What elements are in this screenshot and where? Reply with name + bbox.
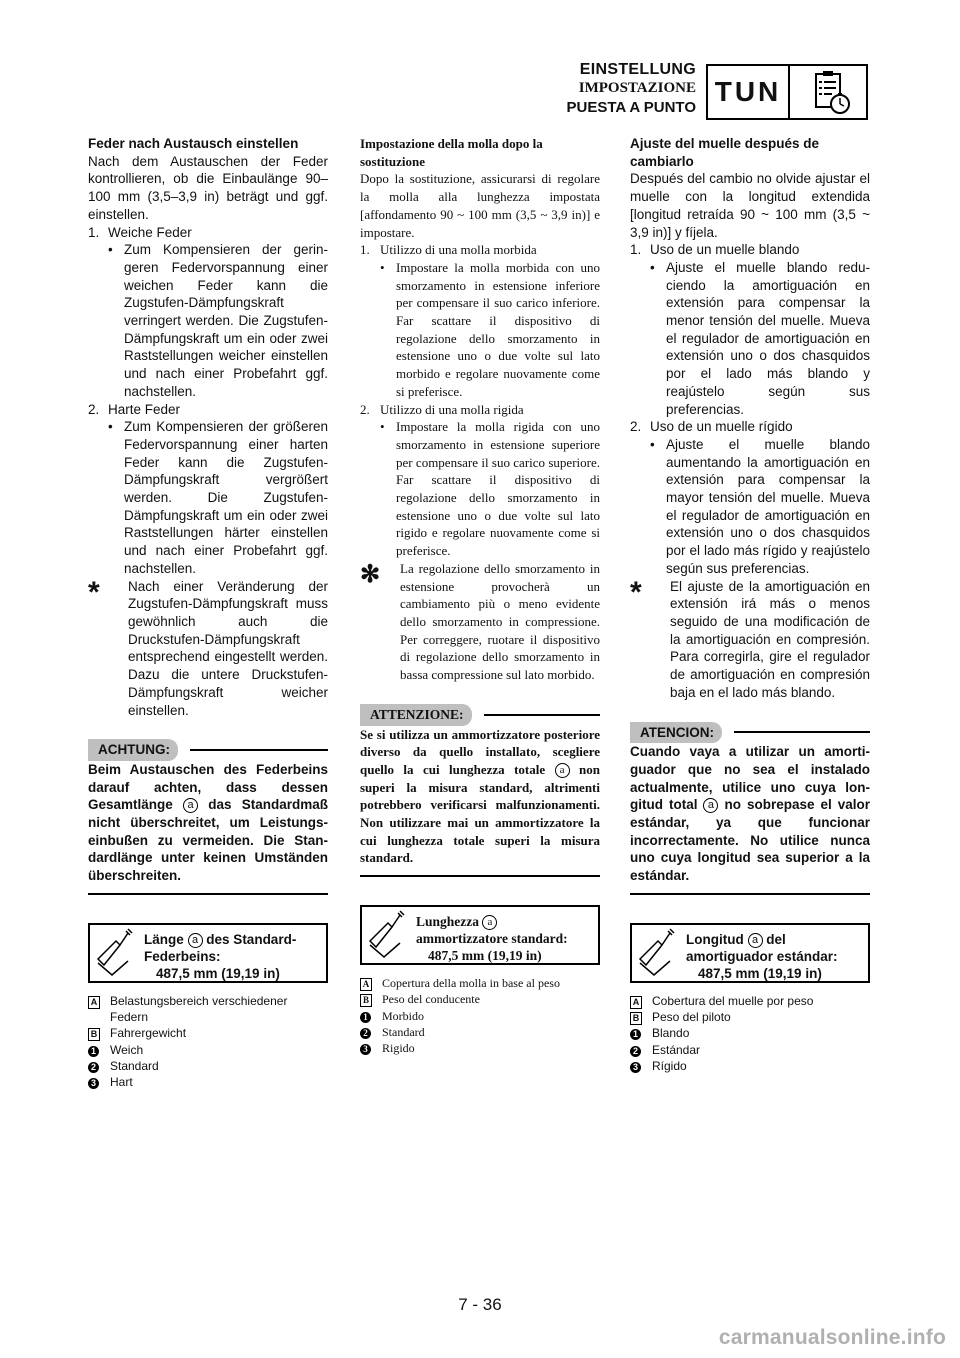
legend-key: B [360,994,372,1007]
wrench-icon [632,925,684,981]
legend-item [88,1042,328,1058]
header-title-es: PUESTA A PUNTO [566,99,696,116]
figure-legend [88,993,328,1091]
list-title: Uso de un muelle blando [650,242,800,258]
list-item [630,418,870,436]
bullet-item [88,418,328,577]
spec-tool-icon [90,925,144,981]
wrench-icon [362,907,414,963]
legend-text: Standard [382,1025,425,1040]
section-heading: Impostazione della molla dopo la sostituzione [360,136,543,169]
bullet-item [360,418,600,560]
spec-value: 487,5 mm (19,19 in) [428,948,542,964]
header-title-it: IMPOSTAZIONE [578,80,696,96]
warning-text-part: Beim Austauschen des Federbeins darauf achten, dass dessen Gesamtlänge [88,761,328,813]
column-italian [360,135,600,1057]
section-code: TUN [714,76,782,107]
legend-item [88,1025,328,1041]
spec-label-part: Longitud [686,931,744,947]
bullet-marker: • [650,436,655,452]
list-number: 1. [630,242,642,258]
legend-text: Rígido [652,1059,687,1074]
warning-header [630,722,870,744]
list-item [88,401,328,419]
legend-item [88,1074,328,1090]
legend-key: 3 [630,1062,641,1073]
legend-key: 3 [360,1044,371,1055]
bullet-text: Ajuste el muelle blando reduciendo la amortiguación en extensión para compensar la menor tensión del muelle. Mueva el regulador de amortiguación en extensión uno o dos chasquidos por el lado más blando y reajústelo según sus preferencias. [666,259,870,417]
legend-item [360,975,600,991]
callout-a-icon: a [183,798,198,813]
legend-key: B [630,1012,642,1025]
list-title: Weiche Feder [108,224,192,240]
bullet-marker: • [108,242,113,258]
bullet-text: Zum Kompensieren der geringeren Federvorspannung einer weichen Feder kann die Zugstufen-Dämpfungskraft verringert werden. Die Zugstufen-Dämpfungskraft um ein oder zwei Raststellungen weicher einstellen und nach einer Probefahrt ggf. nachstellen. [124,242,328,399]
callout-a-icon: a [482,915,497,930]
section-heading: Feder nach Austausch einstellen [88,136,299,151]
legend-key: A [360,978,372,991]
warning-header [360,704,600,726]
legend-item [360,1040,600,1056]
bullet-text: Zum Kompensieren der größeren Federvorspannung einer harten Feder kann die Zugstufen-Dämpfungskraft vergrößert werden. Die Zugstufen-Dämpfungskraft um ein oder zwei Raststellungen härter einstellen und nach einer Probefahrt ggf. nachstellen. [124,419,328,576]
legend-text: Morbido [382,1008,424,1023]
page-number: 7 - 36 [458,1295,502,1314]
legend-item [360,1024,600,1040]
list-number: 1. [360,242,370,258]
spec-label [144,931,326,948]
spec-label [686,931,868,948]
bullet-item [630,436,870,578]
callout-a-icon: a [188,933,203,948]
note-block [360,560,600,684]
callout-a-icon: a [555,763,570,778]
legend-text: Fahrergewicht [110,1026,187,1041]
warning-bottom-rule [360,875,600,877]
callout-a-icon: a [748,933,763,948]
warning-label: ACHTUNG: [88,739,178,761]
legend-key: 2 [630,1046,641,1057]
legend-text: Peso del piloto [652,1010,731,1025]
legend-text: Weich [110,1042,144,1057]
note-star-icon: * [88,575,100,609]
spec-label-line2: amortiguador estándar: [686,948,838,964]
spec-tool-icon [362,907,416,963]
bullet-item [360,259,600,401]
legend-key: A [88,996,100,1009]
list-number: 2. [88,401,100,417]
figure-legend [360,975,600,1056]
warning-text-part: Se si utilizza un ammortizzatore posteriore diverso da quello installato, scegliere quello la cui lunghezza totale [360,726,600,777]
legend-text: Peso del conducente [382,992,480,1007]
legend-text: Cobertura del muelle por peso [652,993,814,1008]
warning-text-part: das Standardmaß nicht überschreitet, um Leistungseinbußen zu vermeiden. Die Standardlänge unter keinen Umständen überschreiten. [88,797,328,884]
legend-text: Copertura della molla in base al peso [382,976,560,991]
spec-text [416,907,598,963]
list-item [360,241,600,259]
legend-key: 1 [88,1046,99,1057]
list-item [360,401,600,419]
warning-rule [190,749,328,751]
legend-item [360,991,600,1007]
legend-item [630,1009,870,1025]
legend-key: 2 [360,1028,371,1039]
callout-a-icon: a [703,798,718,813]
list-number: 1. [88,224,100,240]
legend-text: Blando [652,1026,690,1041]
bullet-marker: • [650,259,655,275]
bullet-marker: • [380,259,385,275]
spec-label-line2: ammortizzatore standard: [416,931,568,947]
spec-label [416,913,598,930]
bullet-marker: • [108,419,113,435]
bullet-text: Ajuste el muelle blando aumentando la amortiguación en extensión para compensar la mayor tensión del muelle. Mueva el regulador de amortiguación en extensión uno o dos chasquidos por el lado más rígido y reajústelo según sus preferencias. [666,436,870,576]
list-title: Utilizzo di una molla rigida [380,401,524,417]
legend-item [630,1058,870,1074]
column-german [88,135,328,1091]
checklist-stopwatch-icon-svg [790,66,866,118]
bullet-text: Impostare la molla morbida con uno smorzamento in estensione inferiore per compensare il suo carico inferiore. Far scattare il dispositivo di regolazione dello smorzamento in estensione uno o due volte sul lato morbido e regolare nuovamente come si preferisce. [396,259,600,399]
warning-text [630,743,870,885]
warning-text [88,761,328,885]
spec-box [630,923,870,983]
warning-label: ATTENZIONE: [360,704,472,726]
spec-tool-icon [632,925,686,981]
note-block [88,575,328,720]
intro-paragraph: Después del cambio no olvide ajustar el muelle con la longitud extendida [longitud retraída 90 ~ 100 mm (3,5 ~ 3,9 in)] y fíjela. [630,171,870,240]
note-star-icon: * [630,575,642,609]
figure-legend [630,993,870,1074]
list-title: Uso de un muelle rígido [650,419,793,435]
legend-text: Belastungsbereich verschiedener Federn [110,993,288,1025]
column-spanish [630,135,870,1074]
list-item [88,224,328,242]
watermark: carmanualsonline.info [718,1326,946,1349]
spec-box [360,905,600,965]
note-text: La regolazione dello smorzamento in estensione provocherà un cambiamento più o meno evidente dello smorzamento in compressione. Per correggere, ruotare il dispositivo di regolazione dello smorzamento in bassa compressione sul lato morbido. [400,560,600,683]
section-heading: Ajuste del muelle después de cambiarlo [630,136,820,169]
legend-item [630,1042,870,1058]
bullet-item [630,259,870,418]
legend-key: 2 [88,1062,99,1073]
legend-item [88,993,328,1026]
warning-rule [484,714,600,716]
spec-label-part: del [766,931,786,947]
legend-item [630,993,870,1009]
legend-key: B [88,1028,100,1041]
note-text: El ajuste de la amortiguación en extensión irá más o menos seguido de una modificación de la amortiguación en compresión. Para corregirla, gire el regulador de amortiguación en compresión baja en el lado más blando. [670,578,870,700]
spec-label-part: Lunghezza [416,914,480,930]
spec-value: 487,5 mm (19,19 in) [156,965,280,981]
spec-text [686,925,868,981]
warning-header [88,739,328,761]
warning-bottom-rule [630,893,870,895]
spec-box [88,923,328,983]
legend-key: 3 [88,1078,99,1089]
header-titles [567,60,696,117]
warning-block [630,722,870,895]
bullet-item [88,241,328,400]
warning-bottom-rule [88,893,328,895]
legend-text: Estándar [652,1042,701,1057]
list-title: Harte Feder [108,401,181,417]
spec-text [144,925,326,981]
bullet-marker: • [380,419,385,435]
spec-label-part: des Standard- [206,931,297,947]
section-code-box [706,64,790,120]
bullet-text: Impostare la molla rigida con uno smorzamento in estensione superiore per compensare il suo carico superiore. Far scattare il dispositivo di regolazione dello smorzamento in estensione uno o due volte sul lato rigido e regolare nuovamente come si preferisce. [396,419,600,559]
note-block [630,575,870,702]
note-star-icon: ✻ [360,561,381,588]
intro-paragraph: Nach dem Austauschen der Feder kontrollieren, ob die Einbaulänge 90–100 mm (3,5–3,9 in) beträgt und ggf. einstellen. [88,153,328,222]
header-title-de: EINSTELLUNG [579,61,696,78]
legend-key: 1 [630,1029,641,1040]
warning-rule [734,731,870,733]
list-number: 2. [360,401,370,417]
legend-text: Rigido [382,1041,415,1056]
list-number: 2. [630,419,642,435]
legend-item [630,1025,870,1041]
warning-block [360,704,600,877]
legend-item [88,1058,328,1074]
wrench-icon [90,925,142,981]
note-text: Nach einer Veränderung der Zugstufen-Dämpfungskraft muss gewöhnlich auch die Druckstufen-Dämpfungskraft entsprechend eingestellt werden. Dazu die untere Druckstufen-Dämpfungskraft weicher einstellen. [128,578,328,718]
legend-key: 1 [360,1012,371,1023]
warning-block [88,739,328,895]
legend-key: A [630,996,642,1009]
warning-label: ATENCION: [630,722,722,744]
intro-paragraph: Dopo la sostituzione, assicurarsi di regolare la molla alla lunghezza impostata [affondamento 90 ~ 100 mm (3,5 ~ 3,9 in)] e impostare. [360,171,600,240]
legend-item [360,1008,600,1024]
legend-text: Standard [110,1059,159,1074]
spec-label-part: Länge [144,931,184,947]
spec-label-line2: Federbeins: [144,948,221,964]
warning-text-part: Cuando vaya a utilizar un amortiguador que no sea el instalado actualmente, utilice uno cuya longitud total [630,744,870,813]
warning-text-part: no sobrepase el valor estándar, ya que funcionar incorrectamente. No utilice nunca uno cuya longitud sea superior a la estándar. [630,797,870,884]
list-item [630,241,870,259]
spec-value: 487,5 mm (19,19 in) [698,965,822,981]
checklist-stopwatch-icon [788,64,868,120]
legend-text: Hart [110,1075,133,1090]
list-title: Utilizzo di una molla morbida [380,242,537,258]
warning-text [360,726,600,868]
warning-text-part: non superi la misura standard, altrimenti potrebbero verificarsi malfunzionamenti. Non utilizzare mai un ammortizzatore la cui lunghezza totale superi la misura standard. [360,761,600,866]
